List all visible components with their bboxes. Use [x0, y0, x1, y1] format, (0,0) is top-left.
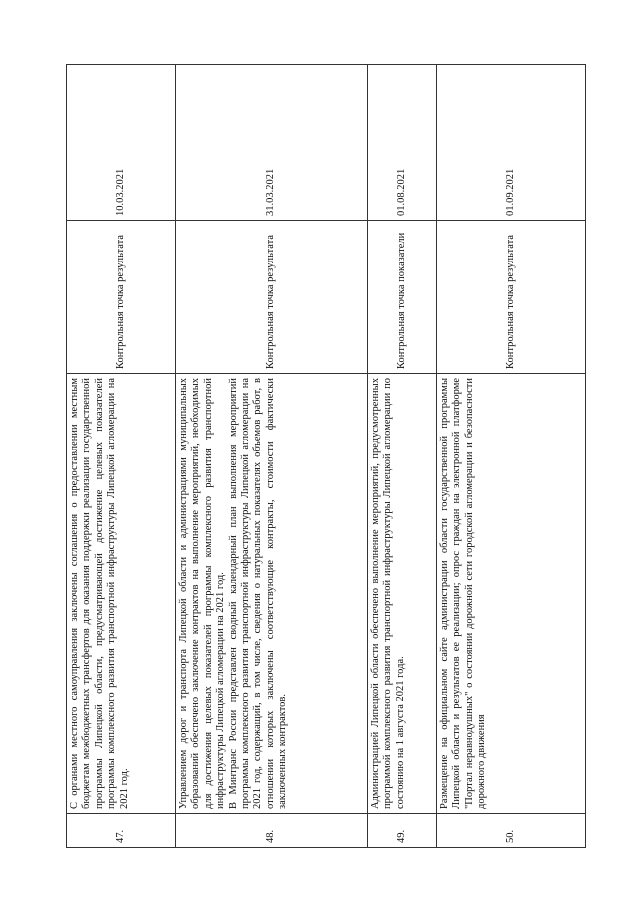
- row-date: 01.08.2021: [368, 65, 437, 221]
- row-type: Контрольная точка результата: [67, 221, 176, 374]
- row-date: 10.03.2021: [67, 65, 176, 221]
- table-row: [437, 65, 586, 848]
- row-description: [368, 374, 437, 814]
- table-row: [368, 65, 437, 848]
- rotated-table-wrapper: [66, 65, 585, 848]
- description-paragraph: С органами местного самоуправления заключены соглашения о предоставлении местным бюджетам межбюджетных трансфертов для оказания поддержки реализации государственной программы Липецкой области, предусматривающей достижение целевых показателей программы комплексного развития транспортной инфраструктуры Липецкой агломерации на 2021 год.: [69, 378, 130, 809]
- row-description: [437, 374, 586, 814]
- description-paragraph: Управлением дорог и транспорта Липецкой области и администрациями муниципальных образований обеспечено заключение контрактов на выполнение мероприятий, необходимых для достижения целевых показателей программы комплексного развития транспортной инфраструктуры Липецкой агломерации на 2021 год.: [178, 378, 227, 809]
- description-paragraph: Администрацией Липецкой области обеспечено выполнение мероприятий, предусмотренных программой комплексного развития транспортной инфраструктуры Липецкой агломерации по состоянию на 1 августа 2021 года.: [370, 378, 406, 809]
- row-number: 50.: [437, 814, 586, 848]
- row-number: 48.: [176, 814, 368, 848]
- table-row: [176, 65, 368, 848]
- row-number: 49.: [368, 814, 437, 848]
- row-type: Контрольная точка результата: [176, 221, 368, 374]
- description-paragraph: Размещение на официальном сайте администрации области государственной программы Липецкой области и результатов ее реализации; опрос граждан на электронной платформе "Портал неравнодушных" о состоянии дорожной сети городской агломерации и безопасности дорожного движения: [439, 378, 488, 809]
- table-row: [67, 65, 176, 848]
- description-paragraph: В Минтранс России представлен сводный календарный план выполнения мероприятий программы комплексного развития транспортной инфраструктуры Липецкой агломерации на 2021 год, содержащий, в том числе, сведения о натуральных показателях объемов работ, в отношении которых заключены соответствующие контракты, стоимости фактически заключенных контрактов.: [227, 378, 289, 809]
- row-description: [67, 374, 176, 814]
- row-type: Контрольная точка показатели: [368, 221, 437, 374]
- row-type: Контрольная точка результата: [437, 221, 586, 374]
- row-date: 31.03.2021: [176, 65, 368, 221]
- row-date: 01.09.2021: [437, 65, 586, 221]
- row-description: [176, 374, 368, 814]
- control-points-table: [66, 64, 586, 848]
- row-number: 47.: [67, 814, 176, 848]
